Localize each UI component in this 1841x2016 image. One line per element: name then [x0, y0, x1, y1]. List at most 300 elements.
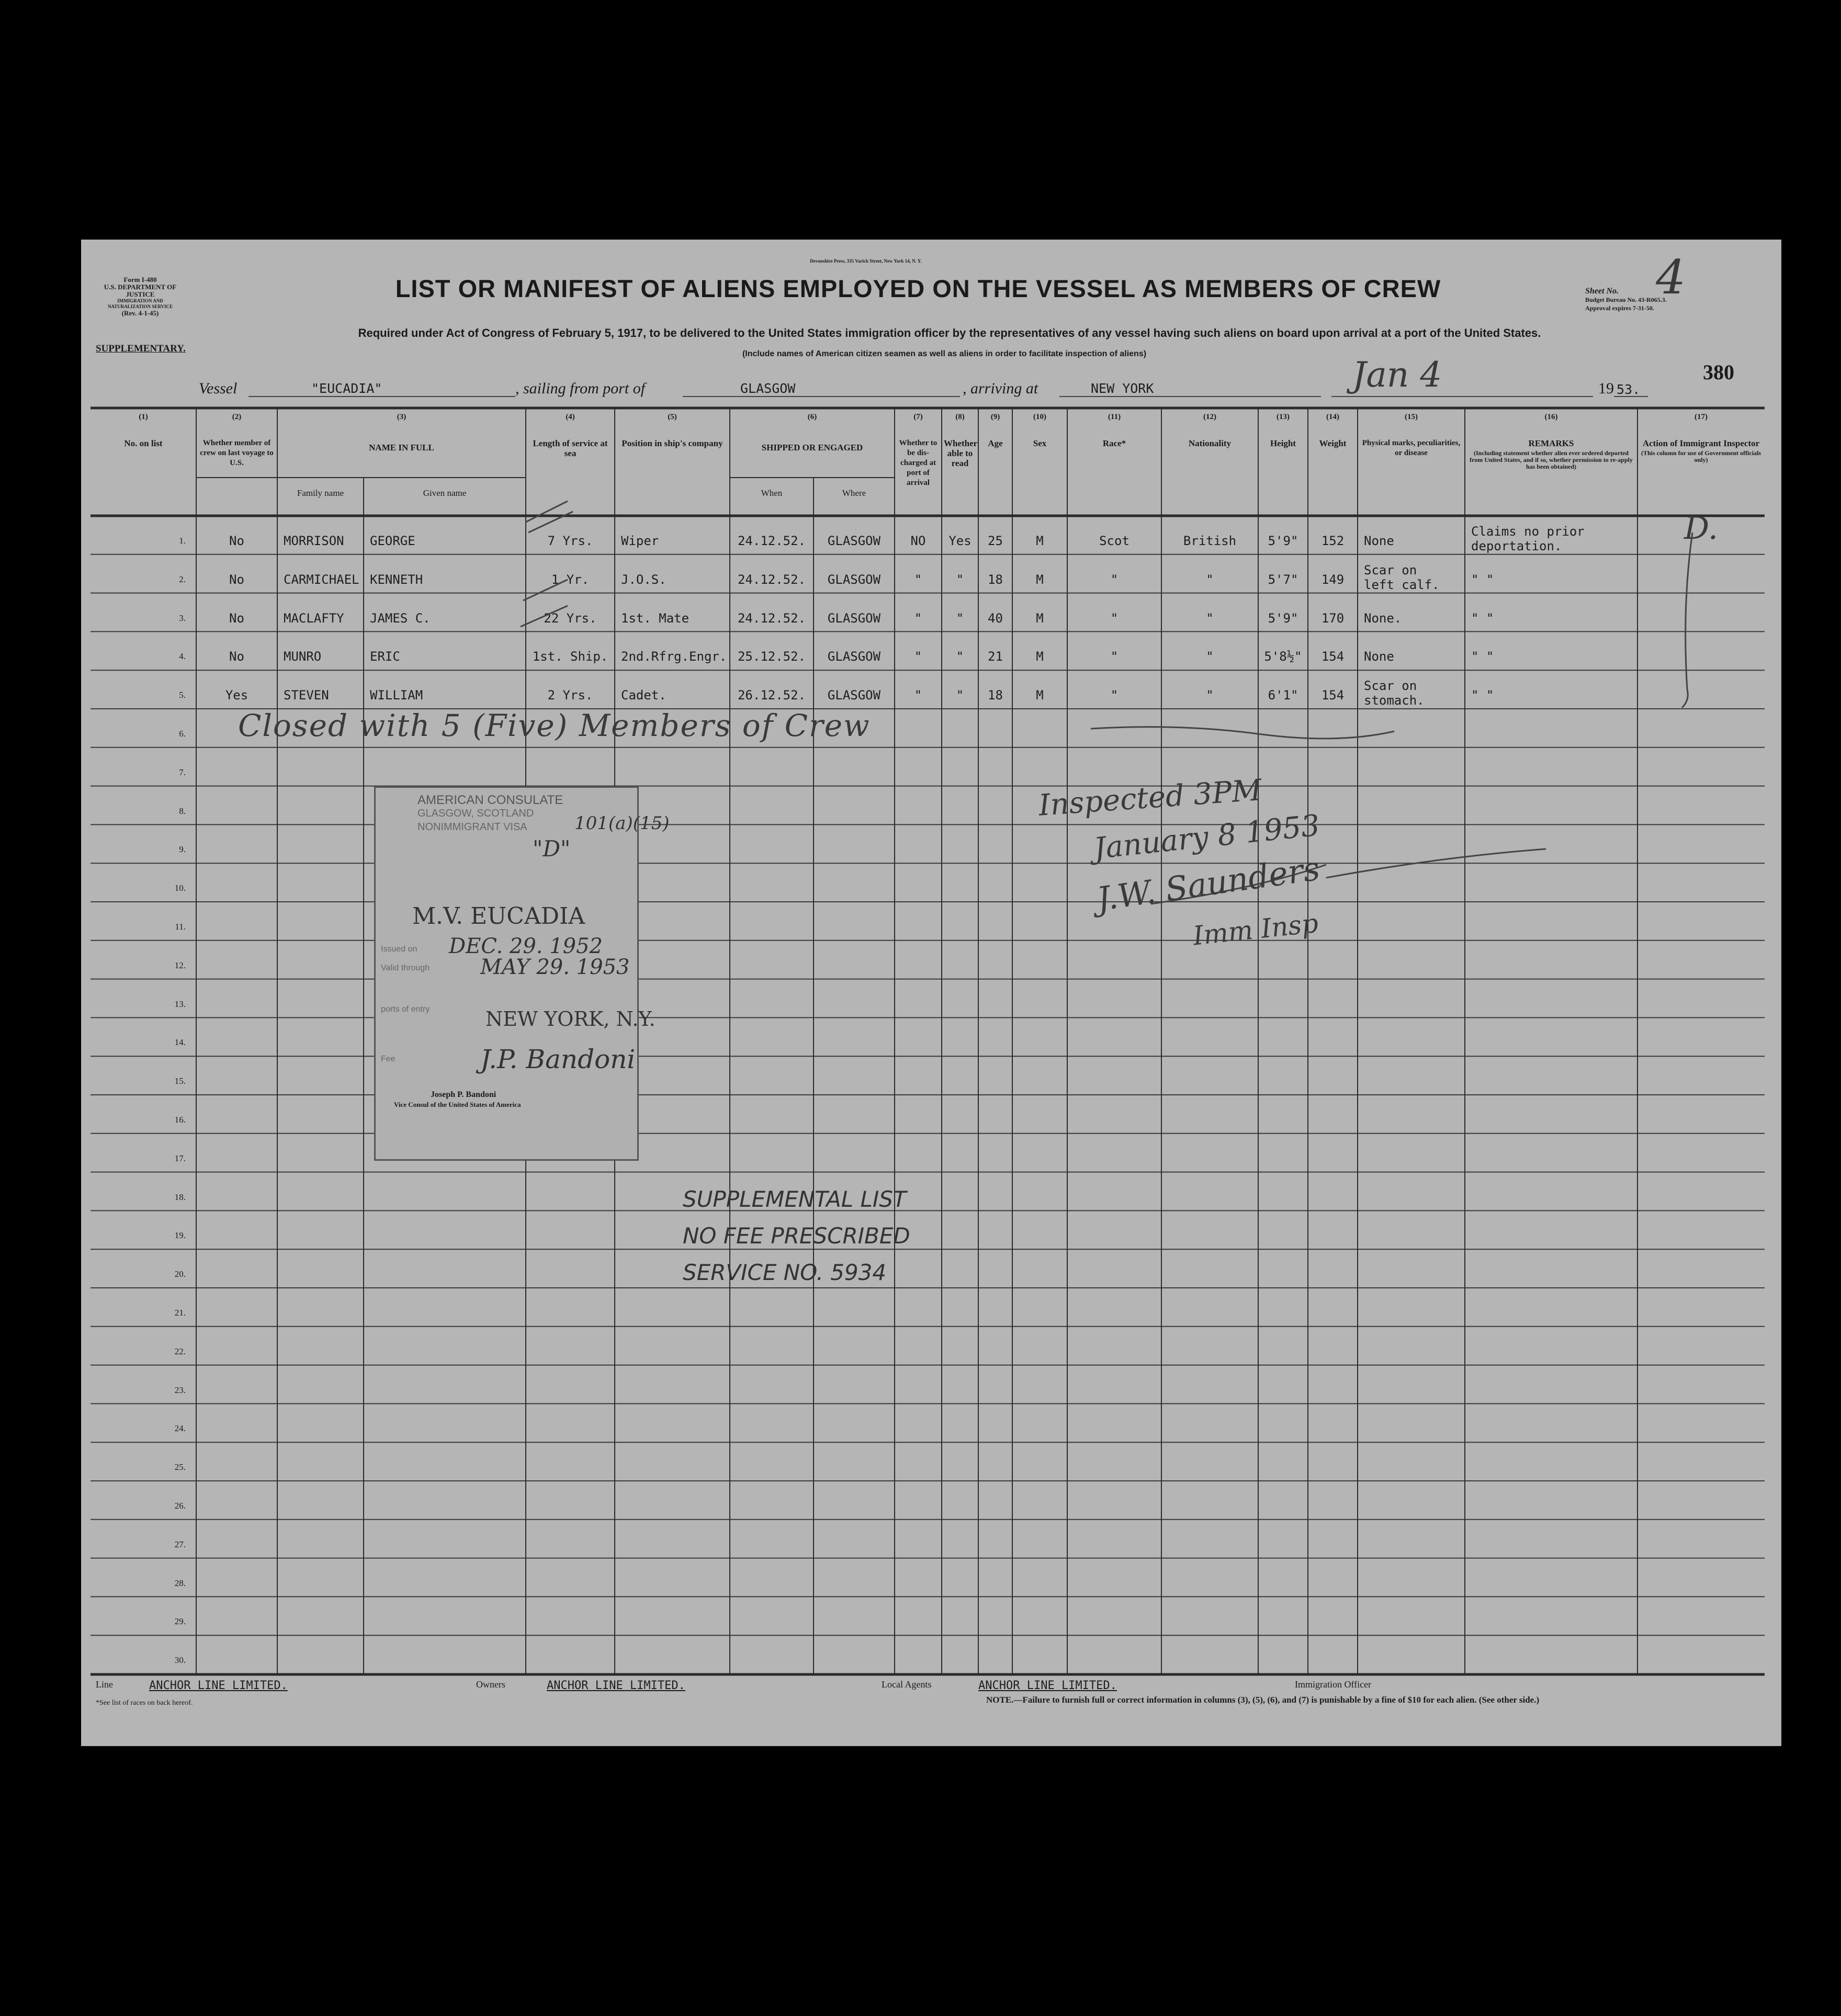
column-label: Height	[1270, 438, 1296, 448]
crew-cell-line: 5'9"	[1268, 610, 1298, 626]
row-number: 28.	[174, 1578, 186, 1588]
crew-cell-sex	[1012, 688, 1067, 703]
crew-cell-nationality	[1161, 649, 1258, 664]
row-number: 3.	[179, 613, 186, 623]
departure-port: GLASGOW	[740, 381, 796, 396]
crew-cell-position	[615, 534, 730, 548]
punch-hole	[59, 1632, 83, 1656]
punch-hole	[59, 319, 83, 343]
crew-cell-line: "	[914, 610, 922, 626]
manifest-sheet	[81, 240, 1781, 1746]
crew-cell-height	[1258, 572, 1308, 587]
punch-hole	[59, 1300, 83, 1324]
crew-cell-line: J.O.S.	[621, 572, 667, 587]
crew-cell-given	[364, 688, 526, 703]
crew-cell-last-voyage	[196, 649, 277, 664]
crew-cell-discharged	[895, 611, 942, 626]
stamp-valid-date: MAY 29. 1953	[480, 955, 630, 979]
crew-cell-line: "	[1206, 572, 1214, 587]
crew-cell-line: JAMES C.	[370, 610, 431, 626]
stamp-issued-label: Issued on	[381, 945, 417, 954]
crew-cell-nationality	[1161, 572, 1258, 587]
crew-cell-remarks	[1465, 649, 1637, 664]
crew-cell-line: "	[1110, 572, 1119, 587]
crew-cell-line: left calf.	[1364, 577, 1440, 592]
stamp-consulate: AMERICAN CONSULATE	[417, 793, 563, 807]
crew-cell-marks	[1358, 563, 1465, 592]
column-label: Nationality	[1188, 438, 1232, 448]
sheet-number: 4	[1656, 250, 1686, 305]
crew-cell-remarks	[1465, 611, 1637, 626]
row-number: 5.	[179, 690, 186, 700]
stamp-visa-type: NONIMMIGRANT VISA	[417, 821, 527, 833]
crew-cell-line: "	[956, 649, 964, 664]
crew-cell-when	[730, 572, 814, 587]
column-number: (14)	[1326, 413, 1339, 421]
row-number: 11.	[175, 922, 186, 932]
stamp-issued-date: DEC. 29. 1952	[449, 934, 603, 958]
crew-cell-line: M	[1036, 688, 1044, 703]
row-number: 16.	[174, 1115, 186, 1125]
column-number: (12)	[1203, 413, 1216, 421]
crew-cell-action	[1637, 510, 1765, 547]
crew-cell-line: 1 Yr.	[551, 572, 590, 587]
crew-cell-age	[978, 649, 1012, 664]
supplemental-line: SERVICE NO. 5934	[683, 1260, 887, 1285]
crew-cell-weight	[1308, 534, 1358, 548]
inspector-title: Imm Insp	[1191, 908, 1320, 952]
row-number: 4.	[179, 651, 186, 662]
crew-cell-service	[526, 611, 615, 626]
row-number: 29.	[174, 1616, 186, 1627]
stamp-vessel: M.V. EUCADIA	[412, 903, 585, 930]
stamp-officer: Joseph P. Bandoni	[431, 1090, 496, 1099]
column-number: (13)	[1277, 413, 1290, 421]
column-label: Whether member of crew on last voyage to U.S.	[200, 439, 274, 467]
crew-cell-line: British	[1183, 534, 1237, 548]
crew-cell-race	[1067, 688, 1161, 703]
crew-cell-line: 5'7"	[1268, 572, 1298, 587]
crew-cell-line: 24.12.52.	[737, 610, 806, 626]
crew-cell-line: 24.12.52.	[737, 572, 806, 587]
crew-cell-family	[277, 611, 364, 626]
column-sublabel: When	[761, 488, 783, 498]
crew-cell-line: 7 Yrs.	[547, 534, 593, 548]
crew-cell-when	[730, 611, 814, 626]
row-number: 22.	[174, 1346, 186, 1356]
crew-cell-line: Wiper	[621, 534, 659, 548]
crew-cell-line: "	[1110, 688, 1119, 703]
crew-cell-read	[942, 688, 978, 703]
crew-cell-line: 2nd.Rfrg.Engr.	[621, 649, 727, 664]
crew-cell-sex	[1012, 649, 1067, 664]
approval-expiry: Approval expires 7-31-50.	[1585, 304, 1654, 312]
row-number: 30.	[174, 1655, 186, 1666]
form-id-block	[96, 276, 185, 317]
crew-cell-line: 2 Yrs.	[547, 688, 593, 703]
crew-cell-line: "	[914, 649, 922, 664]
crew-cell-line: M	[1036, 649, 1044, 664]
crew-cell-line: GLASGOW	[827, 572, 881, 587]
crew-cell-last-voyage	[196, 688, 277, 703]
crew-cell-line: 5'9"	[1268, 534, 1298, 548]
crew-cell-line: Scar on	[1364, 562, 1417, 577]
crew-cell-marks	[1358, 649, 1465, 664]
crew-cell-line: Claims no prior	[1471, 524, 1585, 539]
crew-cell-last-voyage	[196, 534, 277, 548]
column-number: (9)	[990, 413, 1000, 421]
form-subtitle: Required under Act of Congress of February 5, 1917, to be delivered to the United States immigration officer by the representatives of any vessel having such aliens on board upon arrival at a port of the United States.	[358, 326, 1541, 339]
row-number: 10.	[174, 883, 186, 893]
column-number: (1)	[139, 413, 148, 421]
footer-line: ANCHOR LINE LIMITED.	[149, 1679, 288, 1692]
crew-cell-remarks	[1465, 572, 1637, 587]
column-number: (5)	[668, 413, 677, 421]
column-label: Position in ship's company	[622, 438, 723, 448]
crew-cell-line: No	[229, 534, 244, 548]
crew-cell-line: " "	[1471, 649, 1494, 664]
row-number: 1.	[179, 536, 186, 546]
crew-cell-line: Scar on	[1364, 678, 1417, 694]
row-number: 25.	[174, 1462, 186, 1473]
penalty-note: NOTE.—Failure to furnish full or correct information in columns (3), (5), (6), and (7) is punishable by a fine of $10 for each alien. (See other side.)	[986, 1695, 1540, 1705]
column-number: (3)	[397, 413, 406, 421]
column-label: REMARKS	[1528, 438, 1574, 448]
crew-cell-line: 149	[1321, 572, 1345, 587]
crew-cell-line: D.	[1684, 510, 1719, 547]
crew-cell-line: GLASGOW	[827, 688, 881, 703]
crew-cell-age	[978, 611, 1012, 626]
crew-cell-age	[978, 572, 1012, 587]
crew-cell-weight	[1308, 572, 1358, 587]
crew-cell-line: 170	[1321, 610, 1345, 626]
crew-cell-height	[1258, 649, 1308, 664]
crew-cell-line: ERIC	[370, 649, 400, 664]
stamp-ports-label: ports of entry	[381, 1005, 430, 1014]
crew-cell-line: Scot	[1099, 534, 1130, 548]
crew-cell-read	[942, 649, 978, 664]
crew-cell-line: M	[1036, 610, 1044, 626]
crew-cell-line: 1st. Mate	[621, 610, 690, 626]
crew-cell-family	[277, 688, 364, 703]
row-number: 19.	[174, 1230, 186, 1241]
stamp-port: NEW YORK, N.Y.	[485, 1007, 656, 1030]
crew-cell-service	[526, 534, 615, 548]
crew-cell-line: 6'1"	[1268, 688, 1298, 703]
crew-cell-line: 154	[1321, 688, 1345, 703]
crew-cell-line: WILLIAM	[370, 688, 423, 703]
crew-cell-line: "	[1110, 649, 1119, 664]
crew-cell-line: 40	[988, 610, 1003, 626]
crew-cell-line: 21	[988, 649, 1003, 664]
row-number: 7.	[179, 767, 186, 777]
column-number: (7)	[913, 413, 923, 421]
crew-cell-nationality	[1161, 611, 1258, 626]
vessel-label: Vessel	[199, 380, 238, 397]
row-number: 27.	[174, 1539, 186, 1549]
column-label: Race*	[1102, 438, 1126, 448]
crew-cell-position	[615, 688, 730, 703]
crew-cell-line: "	[956, 688, 964, 703]
row-number: 2.	[179, 574, 186, 584]
crew-cell-line: M	[1036, 534, 1044, 548]
crew-cell-discharged	[895, 649, 942, 664]
crew-cell-discharged	[895, 572, 942, 587]
row-number: 9.	[179, 844, 186, 855]
crew-cell-discharged	[895, 688, 942, 703]
row-number: 14.	[174, 1037, 186, 1048]
column-sublabel: Family name	[297, 488, 344, 498]
sheet-label: Sheet No.	[1585, 287, 1619, 296]
crew-cell-line: 1st. Ship.	[532, 649, 608, 664]
crew-cell-given	[364, 611, 526, 626]
supplemental-block	[683, 1181, 910, 1291]
crew-cell-line: "	[1110, 610, 1119, 626]
crew-cell-line: GLASGOW	[827, 534, 881, 548]
crew-cell-service	[526, 649, 615, 664]
column-number: (8)	[955, 413, 965, 421]
footer-owners: ANCHOR LINE LIMITED.	[547, 1679, 685, 1692]
row-number: 17.	[174, 1153, 186, 1163]
crew-cell-line: 18	[988, 688, 1003, 703]
row-number: 20.	[174, 1269, 186, 1279]
crew-cell-nationality	[1161, 534, 1258, 548]
crew-cell-line: Yes	[948, 534, 972, 548]
crew-cell-line: "	[914, 572, 922, 587]
column-number: (15)	[1405, 413, 1418, 421]
crew-cell-line: None	[1364, 649, 1394, 664]
crew-cell-where	[814, 572, 895, 587]
year-prefix: 19	[1598, 380, 1614, 397]
crew-cell-race	[1067, 534, 1161, 548]
crew-cell-when	[730, 534, 814, 548]
stamp-valid-label: Valid through	[381, 964, 430, 972]
closed-annotation: Closed with 5 (Five) Members of Crew	[238, 708, 871, 743]
footer-owners-label: Owners	[476, 1679, 505, 1690]
crew-cell-line: GEORGE	[370, 534, 415, 548]
crew-cell-nationality	[1161, 688, 1258, 703]
supplemental-line: NO FEE PRESCRIBED	[683, 1223, 910, 1249]
crew-cell-line: stomach.	[1364, 693, 1425, 708]
crew-cell-line: MUNRO	[284, 649, 322, 664]
crew-cell-line: 24.12.52.	[737, 534, 806, 548]
punch-hole	[59, 1551, 83, 1575]
crew-cell-height	[1258, 611, 1308, 626]
footer-agents: ANCHOR LINE LIMITED.	[978, 1679, 1117, 1692]
crew-cell-line: "	[1206, 688, 1214, 703]
crew-cell-service	[526, 572, 615, 587]
crew-cell-given	[364, 649, 526, 664]
crew-cell-line: "	[956, 572, 964, 587]
crew-cell-weight	[1308, 688, 1358, 703]
crew-cell-line: NO	[910, 534, 926, 548]
column-number: (11)	[1108, 413, 1121, 421]
crew-cell-line: 25.12.52.	[737, 649, 806, 664]
crew-cell-last-voyage	[196, 572, 277, 587]
crew-cell-where	[814, 611, 895, 626]
crew-cell-sex	[1012, 572, 1067, 587]
crew-cell-position	[615, 649, 730, 664]
crew-cell-line: 5'8½"	[1264, 649, 1302, 664]
crew-cell-line: Yes	[225, 688, 249, 703]
arrival-year: 53.	[1617, 382, 1641, 397]
crew-cell-line: STEVEN	[284, 688, 329, 703]
punch-hole	[59, 1216, 83, 1240]
stamp-signature: J.P. Bandoni	[480, 1044, 636, 1074]
crew-cell-weight	[1308, 649, 1358, 664]
column-label: Whether able to read	[944, 438, 978, 468]
crew-cell-marks	[1358, 534, 1465, 548]
page-number: 380	[1703, 360, 1734, 384]
column-sublabel: Given name	[423, 488, 467, 498]
column-label: Physical marks, peculiarities, or disease	[1362, 439, 1461, 457]
column-label: Whether to be dis-charged at port of arrival	[899, 439, 938, 487]
column-label: Age	[988, 438, 1003, 448]
crew-cell-line: None.	[1364, 610, 1402, 626]
crew-cell-discharged	[895, 534, 942, 548]
crew-cell-family	[277, 534, 364, 548]
crew-cell-line: M	[1036, 572, 1044, 587]
service-name: IMMIGRATION AND NATURALIZATION SERVICE	[107, 298, 173, 309]
crew-cell-line: 25	[988, 534, 1003, 548]
column-label: Action of Immigrant Inspector	[1642, 438, 1760, 448]
row-number: 12.	[174, 960, 186, 970]
stamp-city: GLASGOW, SCOTLAND	[417, 808, 534, 819]
row-number: 26.	[174, 1501, 186, 1511]
punch-hole	[59, 656, 83, 681]
column-sublabel: (This column for use of Government officials only)	[1641, 449, 1761, 463]
crew-cell-line: "	[1206, 649, 1214, 664]
crew-cell-line: GLASGOW	[827, 610, 881, 626]
crew-cell-race	[1067, 611, 1161, 626]
crew-cell-line: MACLAFTY	[284, 610, 344, 626]
supplemental-line: SUPPLEMENTAL LIST	[683, 1186, 907, 1212]
arriving-label: , arriving at	[963, 380, 1038, 397]
stamp-visa-letter: "D"	[533, 836, 571, 862]
sailing-label: , sailing from port of	[515, 380, 646, 397]
column-number: (16)	[1544, 413, 1558, 421]
column-sublabel: (Including statement whether alien ever ordered deported from United States, and if so, whether permission to re-apply has been obtained)	[1470, 449, 1633, 470]
column-label: Weight	[1319, 438, 1347, 448]
crew-cell-race	[1067, 572, 1161, 587]
crew-cell-read	[942, 534, 978, 548]
row-number: 13.	[174, 999, 186, 1009]
column-label: Sex	[1033, 438, 1047, 448]
crew-cell-family	[277, 572, 364, 587]
inspector-signature: J.W. Saunders	[1094, 849, 1323, 919]
crew-cell-position	[615, 611, 730, 626]
column-number: (6)	[807, 413, 817, 421]
inspected-time: Inspected 3PM	[1037, 773, 1263, 823]
crew-cell-line: 18	[988, 572, 1003, 587]
crew-cell-when	[730, 649, 814, 664]
races-note: *See list of races on back hereof.	[96, 1699, 193, 1707]
crew-cell-line: 22 Yrs.	[544, 610, 597, 626]
column-label: Length of service at sea	[533, 438, 608, 458]
crew-cell-sex	[1012, 534, 1067, 548]
crew-cell-age	[978, 534, 1012, 548]
printer-line: Devonshire Press, 335 Varick Street, New York 14, N. Y.	[810, 258, 922, 264]
crew-cell-line: KENNETH	[370, 572, 423, 587]
consular-visa-stamp	[374, 786, 670, 1161]
crew-cell-line: GLASGOW	[827, 649, 881, 664]
footer-line-label: Line	[96, 1679, 113, 1690]
crew-cell-family	[277, 649, 364, 664]
form-revision: (Rev. 4-1-45)	[121, 309, 159, 317]
crew-cell-given	[364, 534, 526, 548]
department-name: U.S. DEPARTMENT OF JUSTICE	[104, 283, 177, 298]
crew-cell-where	[814, 534, 895, 548]
crew-cell-line: "	[914, 688, 922, 703]
crew-cell-service	[526, 688, 615, 703]
crew-cell-where	[814, 649, 895, 664]
column-number: (10)	[1033, 413, 1046, 421]
crew-cell-line: None	[1364, 534, 1394, 548]
arrival-port: NEW YORK	[1091, 381, 1154, 396]
crew-cell-remarks	[1465, 688, 1637, 703]
crew-cell-remarks	[1465, 524, 1637, 553]
row-number: 23.	[174, 1385, 186, 1395]
crew-cell-line: "	[1206, 610, 1214, 626]
stamp-officer-title: Vice Consul of the United States of America	[394, 1101, 521, 1108]
crew-cell-marks	[1358, 678, 1465, 708]
footer-officer-label: Immigration Officer	[1295, 1679, 1372, 1690]
crew-cell-height	[1258, 534, 1308, 548]
crew-cell-read	[942, 611, 978, 626]
crew-cell-given	[364, 572, 526, 587]
row-number: 15.	[174, 1076, 186, 1086]
crew-cell-race	[1067, 649, 1161, 664]
crew-cell-line: No	[229, 649, 244, 664]
budget-bureau: Budget Bureau No. 43-R065.3.	[1585, 296, 1667, 303]
crew-cell-line: 26.12.52.	[737, 688, 806, 703]
form-number: Form I-480	[123, 276, 157, 284]
crew-cell-read	[942, 572, 978, 587]
row-number: 8.	[179, 806, 186, 816]
crew-cell-position	[615, 572, 730, 587]
crew-cell-line: "	[956, 610, 964, 626]
crew-cell-line: " "	[1471, 572, 1494, 587]
crew-cell-line: CARMICHAEL	[284, 572, 359, 587]
column-label: NAME IN FULL	[369, 443, 434, 452]
crew-cell-weight	[1308, 611, 1358, 626]
inspected-date: January 8 1953	[1092, 808, 1322, 866]
row-number: 24.	[174, 1423, 186, 1434]
crew-cell-line: 154	[1321, 649, 1345, 664]
crew-cell-line: " "	[1471, 610, 1494, 626]
crew-cell-line: No	[229, 572, 244, 587]
row-number: 21.	[174, 1308, 186, 1318]
crew-cell-marks	[1358, 611, 1465, 626]
arrival-date: Jan 4	[1352, 355, 1442, 395]
crew-cell-line: No	[229, 610, 244, 626]
crew-cell-last-voyage	[196, 611, 277, 626]
crew-cell-line: " "	[1471, 688, 1494, 703]
supplementary-label: SUPPLEMENTARY.	[96, 343, 186, 354]
crew-cell-when	[730, 688, 814, 703]
column-label: No. on list	[124, 438, 163, 448]
crew-cell-line: Cadet.	[621, 688, 667, 703]
crew-cell-age	[978, 688, 1012, 703]
stamp-visa-class: 101(a)(15)	[574, 813, 670, 834]
column-number: (2)	[232, 413, 242, 421]
vessel-name: "EUCADIA"	[311, 381, 382, 396]
column-label: SHIPPED OR ENGAGED	[761, 443, 863, 452]
crew-cell-line: deportation.	[1471, 539, 1562, 553]
footer-agents-label: Local Agents	[882, 1679, 932, 1690]
stamp-fee-label: Fee	[381, 1055, 396, 1063]
form-title: LIST OR MANIFEST OF ALIENS EMPLOYED ON THE VESSEL AS MEMBERS OF CREW	[395, 275, 1441, 302]
